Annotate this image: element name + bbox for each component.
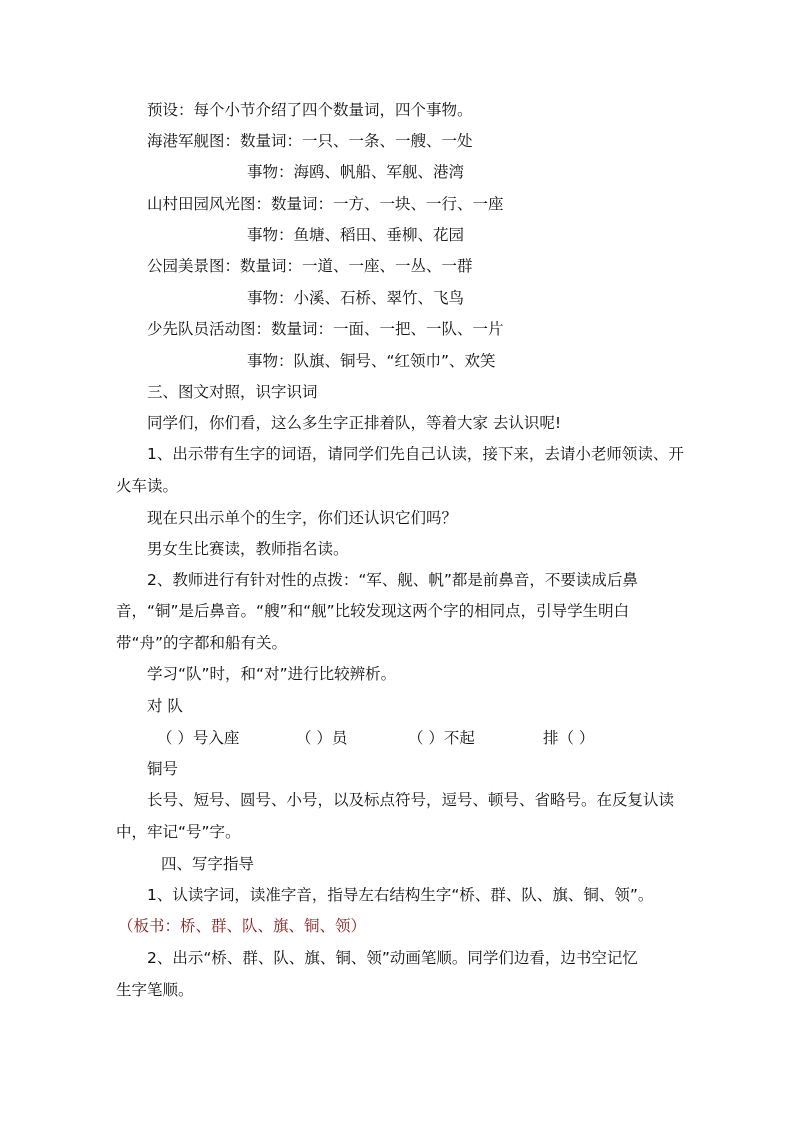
pioneer-quantifiers: 少先队员活动图：数量词：一面、一把、一队、一片 xyxy=(147,320,504,338)
harbor-things: 事物：海鸥、帆船、军舰、港湾 xyxy=(247,163,465,181)
paragraph-line: 2、教师进行有针对性的点拨：“军、舰、帆”都是前鼻音，不要读成后鼻 xyxy=(147,571,638,589)
paragraph-line: 带“舟”的字都和船有关。 xyxy=(116,634,288,652)
blackboard-note: （板书：桥、群、队、旗、铜、领） xyxy=(118,917,367,935)
paragraph-line: 现在只出示单个的生字，你们还认识它们吗？ xyxy=(147,509,458,527)
paragraph-line: 铜号 xyxy=(147,760,179,778)
park-things: 事物：小溪、石桥、翠竹、飞鸟 xyxy=(247,289,465,307)
paragraph-line: 2、出示“桥、群、队、旗、铜、领”动画笔顺。同学们边看，边书空记忆 xyxy=(147,949,638,967)
paragraph-line: 火车读。 xyxy=(116,477,179,495)
preset-line: 预设：每个小节介绍了四个数量词，四个事物。 xyxy=(147,101,473,119)
fill-blank-4: 排（ ） xyxy=(543,729,595,747)
fill-blank-2: （ ）员 xyxy=(296,729,348,747)
paragraph-line: 中，牢记“号”字。 xyxy=(116,823,241,841)
pioneer-things: 事物：队旗、铜号、“红领巾”、欢笑 xyxy=(247,352,496,370)
paragraph-line: 音，“铜”是后鼻音。“艘”和“舰”比较发现这两个字的相同点，引导学生明白 xyxy=(116,602,630,620)
paragraph-line: 1、出示带有生字的词语，请同学们先自己认读，接下来，去请小老师领读、开 xyxy=(147,445,684,463)
paragraph-line: 同学们，你们看，这么多生字正排着队，等着大家 去认识呢! xyxy=(147,414,562,432)
fill-blank-3: （ ）不起 xyxy=(408,729,475,747)
compare-characters: 对 队 xyxy=(147,697,183,715)
paragraph-line: 学习“队”时，和“对”进行比较辨析。 xyxy=(147,665,397,683)
fill-blank-1: （ ）号入座 xyxy=(157,729,240,747)
harbor-quantifiers: 海港军舰图：数量词：一只、一条、一艘、一处 xyxy=(147,132,473,150)
paragraph-line: 生字笔顺。 xyxy=(116,981,194,999)
village-things: 事物：鱼塘、稻田、垂柳、花园 xyxy=(247,226,465,244)
village-quantifiers: 山村田园风光图：数量词：一方、一块、一行、一座 xyxy=(147,195,504,213)
section-three-heading: 三、图文对照，识字识词 xyxy=(147,383,318,401)
paragraph-line: 长号、短号、圆号、小号，以及标点符号，逗号、顿号、省略号。在反复认读 xyxy=(147,791,675,809)
paragraph-line: 男女生比赛读，教师指名读。 xyxy=(147,540,349,558)
section-four-heading: 四、写字指导 xyxy=(161,855,255,873)
park-quantifiers: 公园美景图：数量词：一道、一座、一丛、一群 xyxy=(147,257,473,275)
paragraph-line: 1、认读字词，读准字音，指导左右结构生字“桥、群、队、旗、铜、领”。 xyxy=(147,886,654,904)
